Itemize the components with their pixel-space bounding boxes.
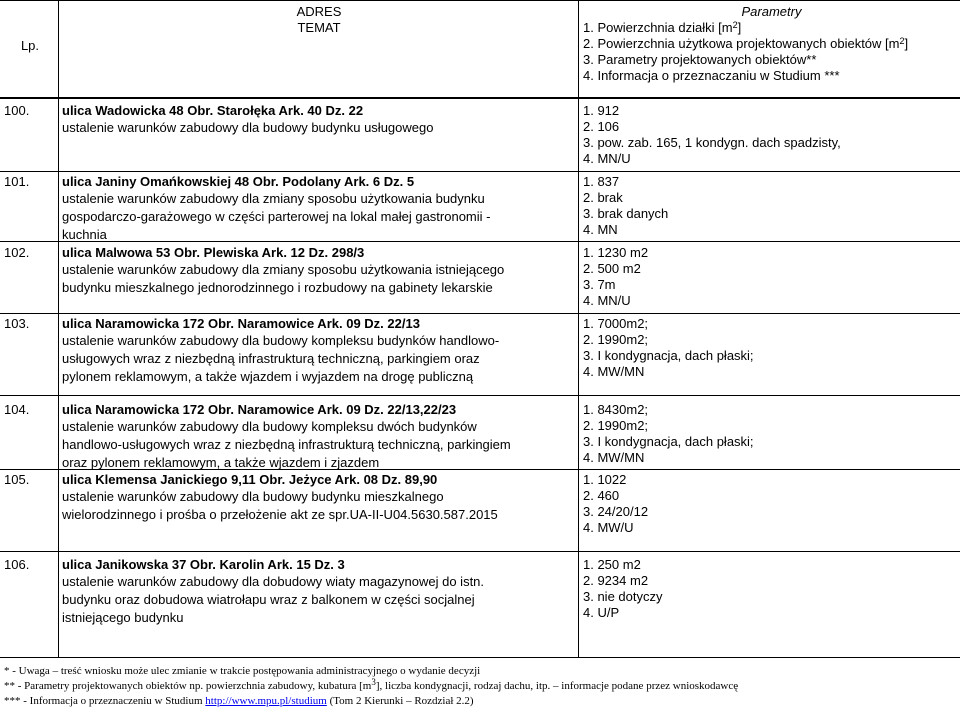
header-address [60,4,578,36]
row-description-line: oraz pylonem reklamowym, a także wjazdem i zjazdem [62,455,380,470]
header-parametry-label: Parametry [741,4,802,19]
footnote-3: *** - Informacja o przeznaczeniu w Studium http://www.mpu.pl/studium (Tom 2 Kierunki – Rozdział 2.2) [4,695,474,707]
row-param: 2. 1990m2; [583,418,649,433]
row-param: 3. nie dotyczy [583,589,663,604]
row-param: 3. I kondygnacja, dach płaski; [583,348,754,363]
row-parameters [583,316,958,380]
row-parameters [583,103,958,167]
row-param: 1. 912 [583,103,620,118]
header-temat-label: TEMAT [297,20,341,35]
row-description-line: ustalenie warunków zabudowy dla zmiany sposobu użytkowania budynku [62,191,485,206]
header-param-item: 2. Powierzchnia użytkowa projektowanych obiektów $[m^2]$ [583,36,909,51]
row-description-line: wielorodzinnego i prośba o przełożenie akt ze spr.UA-II-U04.5630.587.2015 [62,507,498,522]
row-parameters [583,472,958,536]
row-address-block [62,174,574,244]
row-param: 4. MW/MN [583,364,645,379]
row-param: 2. 9234 m2 [583,573,649,588]
row-address-block [62,103,574,137]
row-description-line: ustalenie warunków zabudowy dla budowy budynku usługowego [62,120,434,135]
row-description-line: istniejącego budynku [62,610,184,625]
row-description-line: ustalenie warunków zabudowy dla budowy kompleksu budynków handlowo- [62,333,500,348]
row-description-line: handlowo-usługowych wraz z niezbędną infrastrukturą techniczną, parkingiem [62,437,511,452]
row-param: 4. MN/U [583,293,631,308]
row-parameters [583,402,958,466]
row-address: ulica Janiny Omańkowskiej 48 Obr. Podolany Ark. 6 Dz. 5 [62,174,415,189]
row-address-block [62,316,574,386]
row-divider [0,551,960,552]
row-description-line: pylonem reklamowym, a także wjazdem i wyjazdem na drogę publiczną [62,369,474,384]
row-description-line: usługowych wraz z niezbędną infrastrukturą techniczną, parkingiem oraz [62,351,480,366]
row-description-line: kuchnia [62,227,107,242]
row-description-line: budynku mieszkalnego jednorodzinnego i rozbudowy na gabinety lekarskie [62,280,493,295]
studium-link[interactable]: http://www.mpu.pl/studium [205,695,327,707]
row-param: 4. MW/MN [583,450,645,465]
header-adres-label: ADRES [296,4,342,19]
row-divider [0,171,960,172]
row-number: 104. [4,402,30,417]
row-address-block [62,402,574,472]
row-param: 3. I kondygnacja, dach płaski; [583,434,754,449]
row-number: 105. [4,472,30,487]
row-parameters [583,245,958,309]
row-parameters [583,174,958,238]
row-description-line: ustalenie warunków zabudowy dla dobudowy wiaty magazynowej do istn. [62,574,485,589]
row-param: 2. 500 m2 [583,261,641,276]
row-address-block [62,245,574,297]
row-param: 1. 1230 m2 [583,245,649,260]
row-number: 101. [4,174,30,189]
header-lp: Lp. [20,38,40,53]
footnote-2: ** - Parametry projektowanych obiektów np. powierzchnia zabudowy, kubatura $[m^3]$, liczba kondygnacji, rodzaj dachu, itp. – informacje podane przez wnioskodawcę [4,677,739,692]
row-param: 4. MW/U [583,520,634,535]
header-param-item: 3. Parametry projektowanych obiektów** [583,52,817,67]
row-parameters [583,557,958,621]
row-divider [0,313,960,314]
row-param: 2. 1990m2; [583,332,649,347]
row-number: 103. [4,316,30,331]
row-param: 1. 250 m2 [583,557,641,572]
header-top-border [0,0,960,1]
row-description-line: ustalenie warunków zabudowy dla budowy budynku mieszkalnego [62,489,444,504]
row-description-line: ustalenie warunków zabudowy dla budowy kompleksu dwóch budynków [62,419,477,434]
row-param: 1. 7000m2; [583,316,649,331]
header-bottom-border [0,97,960,99]
row-param: 3. pow. zab. 165, 1 kondygn. dach spadzisty, [583,135,841,150]
row-address: ulica Malwowa 53 Obr. Plewiska Ark. 12 Dz. 298/3 [62,245,365,260]
row-param: 3. 24/20/12 [583,504,649,519]
row-address: ulica Wadowicka 48 Obr. Starołęka Ark. 40 Dz. 22 [62,103,364,118]
row-param: 1. 1022 [583,472,627,487]
row-param: 2. brak [583,190,623,205]
row-address-block [62,472,574,524]
row-address: ulica Klemensa Janickiego 9,11 Obr. Jeżyce Ark. 08 Dz. 89,90 [62,472,438,487]
row-param: 2. 106 [583,119,620,134]
row-param: 3. 7m [583,277,616,292]
table-bottom-border [0,657,960,658]
footnote-1: * - Uwaga – treść wniosku może ulec zmianie w trakcie postępowania administracyjnego o wydanie decyzji [4,665,481,677]
row-description-line: budynku oraz dobudowa wiatrołapu wraz z balkonem w części socjalnej [62,592,475,607]
row-param: 1. 8430m2; [583,402,649,417]
row-number: 102. [4,245,30,260]
row-param: 2. 460 [583,488,620,503]
row-address: ulica Janikowska 37 Obr. Karolin Ark. 15 Dz. 3 [62,557,345,572]
header-param-item: 1. Powierzchnia działki $[m^2]$ [583,20,742,35]
row-param: 4. U/P [583,605,620,620]
row-param: 4. MN/U [583,151,631,166]
row-param: 1. 837 [583,174,620,189]
row-param: 3. brak danych [583,206,669,221]
row-number: 100. [4,103,30,118]
row-number: 106. [4,557,30,572]
header-param-item: 4. Informacja o przeznaczaniu w Studium *** [583,68,840,83]
row-divider [0,395,960,396]
row-address: ulica Naramowicka 172 Obr. Naramowice Ark. 09 Dz. 22/13,22/23 [62,402,457,417]
row-address: ulica Naramowicka 172 Obr. Naramowice Ark. 09 Dz. 22/13 [62,316,420,331]
row-param: 4. MN [583,222,618,237]
header-parameters [580,4,960,84]
row-description-line: gospodarczo-garażowego w części parterowej na lokal małej gastronomii - [62,209,491,224]
row-address-block [62,557,574,627]
footnotes [4,664,956,709]
row-description-line: ustalenie warunków zabudowy dla zmiany sposobu użytkowania istniejącego [62,262,505,277]
